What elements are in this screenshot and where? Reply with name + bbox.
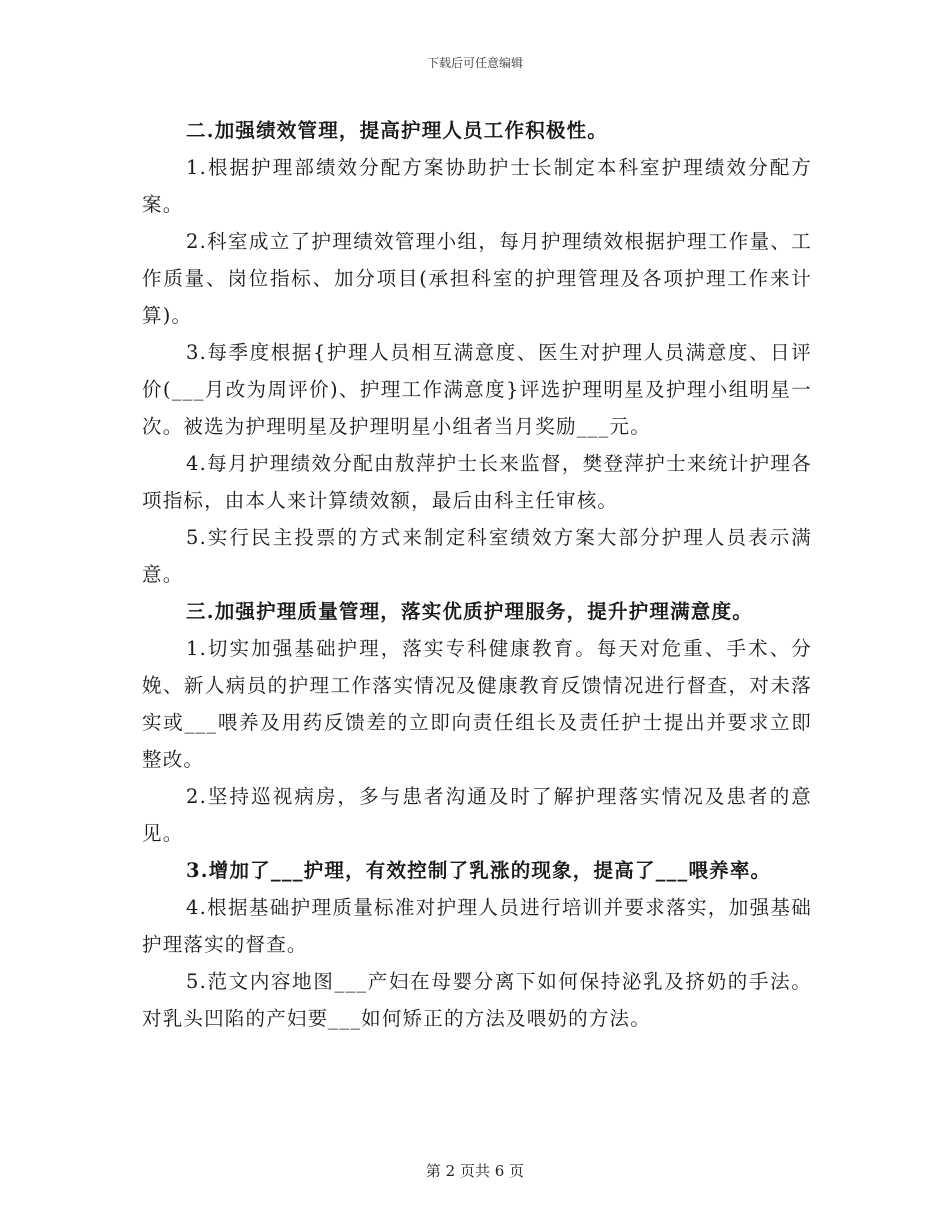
document-body <box>142 112 812 1037</box>
paragraph-3-5: 5.范文内容地图___产妇在母婴分离下如何保持泌乳及挤奶的手法。对乳头凹陷的产妇要___如何矫正的方法及喂奶的方法。 <box>142 970 812 1030</box>
paragraph-3-1: 1.切实加强基础护理，落实专科健康教育。每天对危重、手术、分娩、新人病员的护理工作落实情况及健康教育反馈情况进行督查，对未落实或___喂养及用药反馈差的立即向责任组长及责任护士提出并要求立即整改。 <box>142 637 812 771</box>
paragraph-3-2: 2.坚持巡视病房，多与患者沟通及时了解护理落实情况及患者的意见。 <box>142 785 812 845</box>
paragraph-2-1: 1.根据护理部绩效分配方案协助护士长制定本科室护理绩效分配方案。 <box>142 156 812 216</box>
page-header-note: 下载后可任意编辑 <box>426 56 523 70</box>
page-number: 第 2 页共 6 页 <box>425 1162 525 1180</box>
paragraph-3-4: 4.根据基础护理质量标准对护理人员进行培训并要求落实，加强基础护理落实的督查。 <box>142 896 812 956</box>
paragraph-2-2: 2.科室成立了护理绩效管理小组，每月护理绩效根据护理工作量、工作质量、岗位指标、加分项目(承担科室的护理管理及各项护理工作来计算)。 <box>142 230 812 327</box>
section-heading-3: 三.加强护理质量管理，落实优质护理服务，提升护理满意度。 <box>186 600 753 623</box>
paragraph-2-4: 4.每月护理绩效分配由敖萍护士长来监督，樊登萍护士来统计护理各项指标，由本人来计算绩效额，最后由科主任审核。 <box>142 452 812 512</box>
paragraph-2-5: 5.实行民主投票的方式来制定科室绩效方案大部分护理人员表示满意。 <box>142 526 812 586</box>
paragraph-2-3: 3.每季度根据{护理人员相互满意度、医生对护理人员满意度、日评价(___月改为周评价)、护理工作满意度}评选护理明星及护理小组明星一次。被选为护理明星及护理明星小组者当月奖励___元。 <box>142 341 812 438</box>
paragraph-3-3-bold: 3.增加了___护理，有效控制了乳涨的现象，提高了___喂养率。 <box>186 859 772 882</box>
section-heading-2: 二.加强绩效管理，提高护理人员工作积极性。 <box>186 119 608 142</box>
